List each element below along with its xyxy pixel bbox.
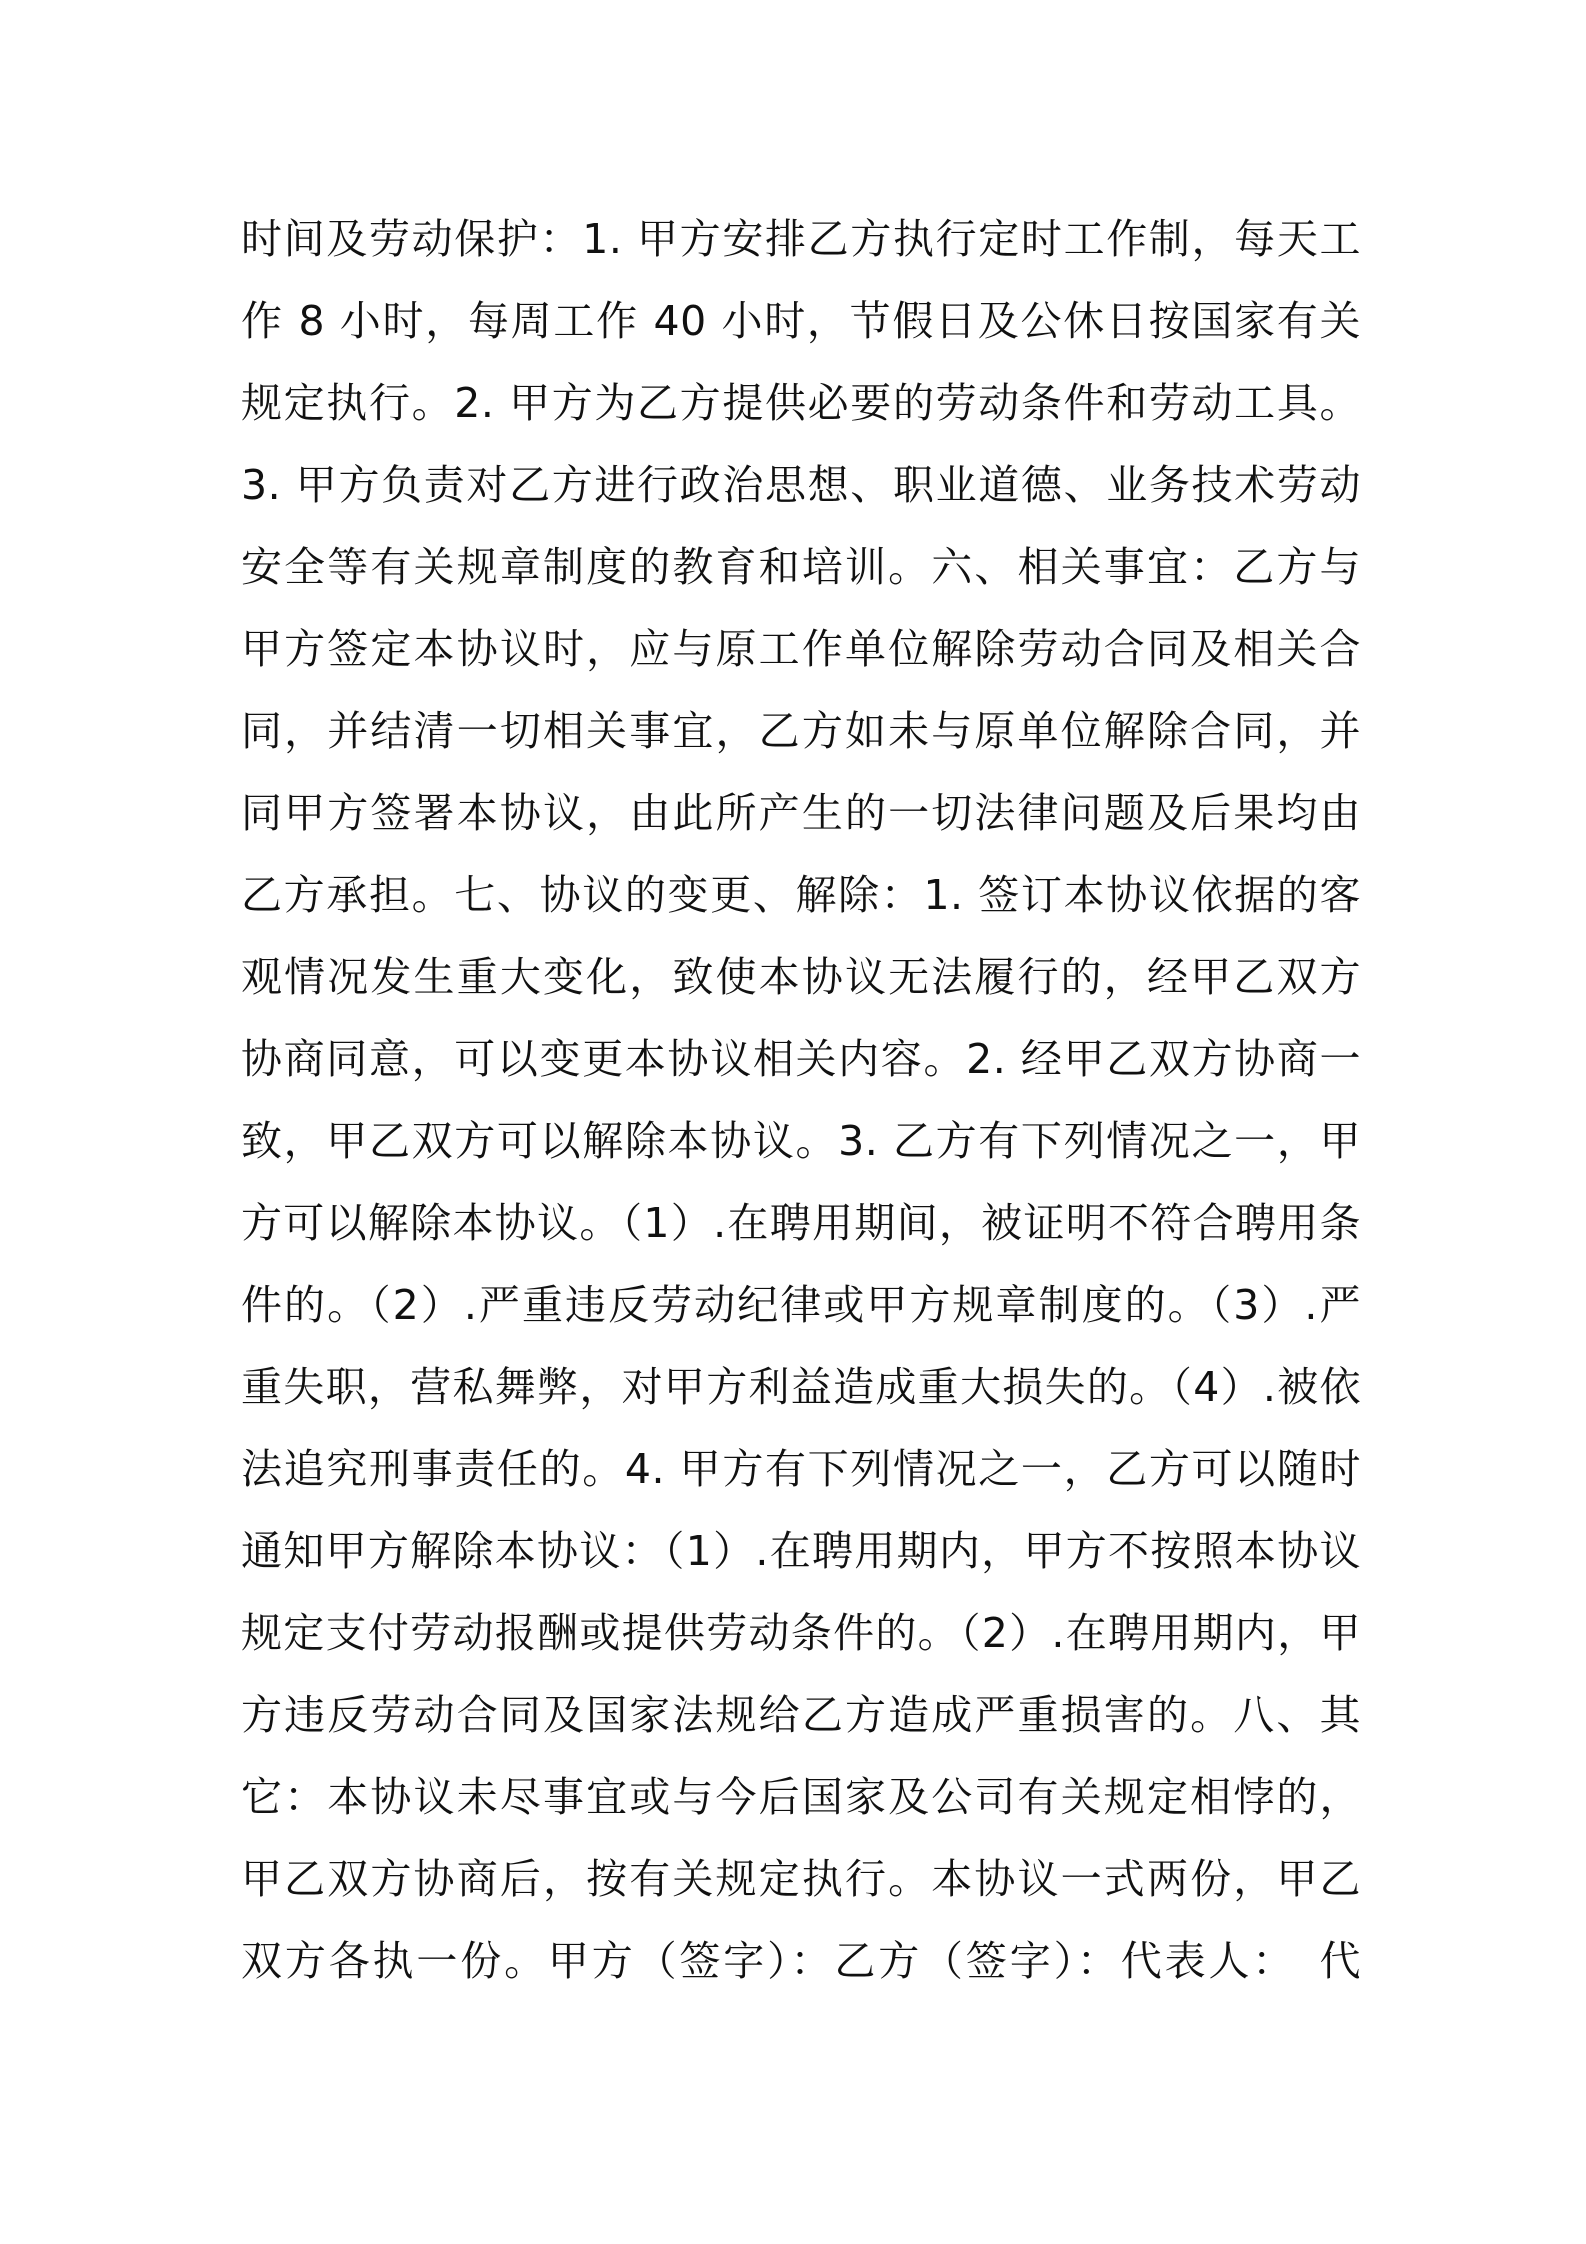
text-line: 重失职，营私舞弊，对甲方利益造成重大损失的。（4）.被依 xyxy=(241,1363,1361,1411)
text-line: 甲方签定本协议时，应与原工作单位解除劳动合同及相关合 xyxy=(241,625,1361,673)
text-line: 安全等有关规章制度的教育和培训。六、相关事宜：乙方与 xyxy=(241,543,1361,591)
text-line: 通知甲方解除本协议：（1）.在聘用期内，甲方不按照本协议 xyxy=(241,1527,1361,1575)
text-line: 时间及劳动保护：1. 甲方安排乙方执行定时工作制，每天工 xyxy=(241,215,1361,263)
text-line: 乙方承担。七、协议的变更、解除：1. 签订本协议依据的客 xyxy=(241,871,1361,919)
text-line: 法追究刑事责任的。4. 甲方有下列情况之一，乙方可以随时 xyxy=(241,1445,1361,1493)
text-line: 方可以解除本协议。（1）.在聘用期间，被证明不符合聘用条 xyxy=(241,1199,1361,1247)
text-line: 甲乙双方协商后，按有关规定执行。本协议一式两份，甲乙 xyxy=(241,1855,1361,1903)
text-line: 协商同意，可以变更本协议相关内容。2. 经甲乙双方协商一 xyxy=(241,1035,1361,1083)
text-line: 观情况发生重大变化，致使本协议无法履行的，经甲乙双方 xyxy=(241,953,1361,1001)
text-line: 作 8 小时，每周工作 40 小时，节假日及公休日按国家有关 xyxy=(241,297,1361,345)
text-line: 规定执行。2. 甲方为乙方提供必要的劳动条件和劳动工具。 xyxy=(241,379,1361,427)
text-line: 同甲方签署本协议，由此所产生的一切法律问题及后果均由 xyxy=(241,789,1361,837)
text-line: 3. 甲方负责对乙方进行政治思想、职业道德、业务技术劳动 xyxy=(241,461,1361,509)
document-body xyxy=(241,198,1361,2002)
text-line: 它：本协议未尽事宜或与今后国家及公司有关规定相悖的， xyxy=(241,1773,1361,1821)
text-line: 同，并结清一切相关事宜，乙方如未与原单位解除合同，并 xyxy=(241,707,1361,755)
text-line: 规定支付劳动报酬或提供劳动条件的。（2）.在聘用期内，甲 xyxy=(241,1609,1361,1657)
text-line: 件的。（2）.严重违反劳动纪律或甲方规章制度的。（3）.严 xyxy=(241,1281,1361,1329)
text-line: 致，甲乙双方可以解除本协议。3. 乙方有下列情况之一，甲 xyxy=(241,1117,1361,1165)
text-line: 方违反劳动合同及国家法规给乙方造成严重损害的。八、其 xyxy=(241,1691,1361,1739)
text-line: 双方各执一份。甲方（签字）：乙方（签字）：代表人： 代 xyxy=(241,1937,1361,1985)
